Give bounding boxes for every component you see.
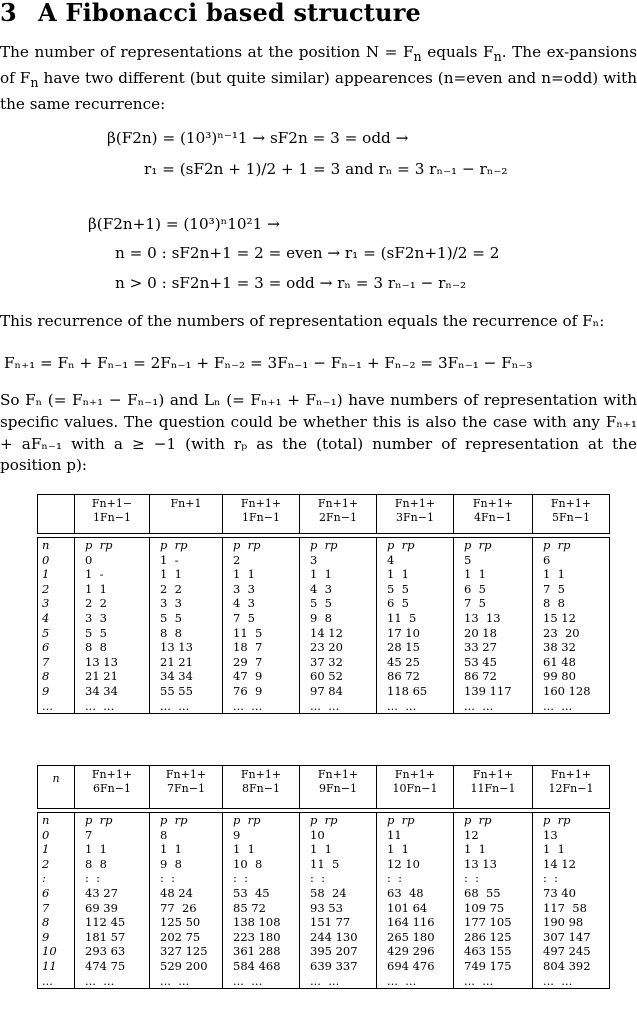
section-heading [0, 0, 421, 27]
table-cell: 151 77 [310, 915, 351, 930]
table-cell: 9 [42, 929, 50, 944]
table-cell: p rp [387, 538, 415, 552]
section-number: 3 [0, 0, 17, 27]
table-cell: 190 98 [543, 915, 584, 930]
table-cell: 244 130 [310, 929, 358, 944]
table-cell: 117 58 [543, 900, 587, 915]
table-cell: 109 75 [464, 900, 505, 915]
table-cell: 202 75 [160, 929, 201, 944]
table-cell: 2 [42, 856, 50, 871]
table-cell: 21 21 [85, 669, 118, 684]
table-cell: 48 24 [160, 885, 193, 900]
table-cell: p rp [233, 813, 261, 827]
table-cell: 86 72 [464, 669, 497, 684]
table-cell: 29 7 [233, 654, 263, 669]
table-1-column [300, 538, 377, 714]
table-cell: 1 1 [310, 842, 332, 857]
table-1-column [377, 538, 454, 714]
table-1-n-column [38, 538, 75, 714]
table-cell: 73 40 [543, 885, 576, 900]
table-cell: 7 5 [464, 596, 486, 611]
table-cell: 18 7 [233, 640, 263, 655]
table-cell: 463 155 [464, 944, 512, 959]
table-cell: 2 2 [85, 596, 107, 611]
table-1-column [533, 538, 610, 714]
table-2-column [223, 813, 300, 989]
table-cell: n [42, 813, 50, 827]
table-cell: 5 5 [387, 581, 409, 596]
table-cell: n [42, 538, 50, 552]
table-cell: p rp [464, 538, 492, 552]
table-cell: 395 207 [310, 944, 358, 959]
table-2-column [150, 813, 223, 989]
table-cell: 7 [42, 900, 50, 915]
table-1 [37, 494, 610, 714]
table-cell: 9 8 [160, 856, 182, 871]
table-cell: 15 12 [543, 610, 576, 625]
table-cell: ... ... [310, 973, 340, 988]
table-cell: 8 [42, 669, 50, 684]
table-cell: 10 [42, 944, 57, 959]
table-2-header: Fn+1+ 8Fn−1 [223, 766, 300, 809]
table-2-body [37, 812, 610, 989]
equation-2c: n > 0 : sF2n+1 = 3 = odd → rₙ = 3 rₙ₋₁ − rₙ₋₂ [115, 274, 467, 292]
equation-1a: β(F2n) = (10³)ⁿ⁻¹1 → sF2n = 3 = odd → [107, 129, 409, 147]
table-cell: 1 1 [233, 567, 255, 582]
table-cell: 6 5 [464, 581, 486, 596]
table-cell: : : [387, 871, 403, 886]
table-1-header: Fn+1+ 3Fn−1 [377, 495, 454, 534]
table-cell: ... [42, 973, 53, 988]
table-cell: p rp [85, 538, 113, 552]
table-cell: 7 5 [233, 610, 255, 625]
table-2-n-column [38, 813, 75, 989]
table-cell: 17 10 [387, 625, 420, 640]
equation-2b: n = 0 : sF2n+1 = 2 = even → r₁ = (sF2n+1)/2 = 2 [115, 244, 500, 262]
table-cell: : : [85, 871, 101, 886]
equation-1b: r₁ = (sF2n + 1)/2 + 1 = 3 and rₙ = 3 rₙ₋₁ − rₙ₋₂ [144, 160, 508, 178]
table-cell: p rp [464, 813, 492, 827]
table-cell: 7 5 [543, 581, 565, 596]
table-cell: p rp [160, 813, 188, 827]
table-cell: 5 [464, 552, 472, 567]
table-cell: 28 15 [387, 640, 420, 655]
table-2-header: Fn+1+ 10Fn−1 [377, 766, 454, 809]
table-cell: 584 468 [233, 958, 281, 973]
table-cell: 327 125 [160, 944, 208, 959]
table-cell: 223 180 [233, 929, 281, 944]
table-cell: 694 476 [387, 958, 435, 973]
table-cell: 34 34 [85, 683, 118, 698]
table-cell: 1 1 [85, 581, 107, 596]
table-cell: ... [42, 698, 53, 713]
table-cell: 361 288 [233, 944, 281, 959]
table-2 [37, 765, 610, 989]
table-cell: 3 3 [233, 581, 255, 596]
table-cell: 5 5 [85, 625, 107, 640]
table-cell: 38 32 [543, 640, 576, 655]
table-cell: 11 5 [233, 625, 263, 640]
table-cell: 13 13 [85, 654, 118, 669]
table-cell: 8 [160, 827, 168, 842]
table-cell: 5 5 [160, 610, 182, 625]
table-cell: 63 48 [387, 885, 424, 900]
table-cell: 1 1 [387, 842, 409, 857]
table-cell: 0 [42, 827, 50, 842]
table-2-column [533, 813, 610, 989]
paragraph-intro: The number of representations at the position $N = F_n$ equals $F_n$. The ex-pansions of $F_n$ have two different (but quite similar) appearences (n=even and n=odd) with the same recurrence: [0, 43, 637, 113]
table-cell: 8 8 [85, 856, 107, 871]
table-cell: p rp [543, 813, 571, 827]
table-cell: 13 13 [160, 640, 193, 655]
table-cell: 164 116 [387, 915, 435, 930]
table-cell: 93 53 [310, 900, 343, 915]
table-cell: 529 200 [160, 958, 208, 973]
table-cell: ... ... [160, 973, 190, 988]
table-cell: 138 108 [233, 915, 281, 930]
table-2-column [300, 813, 377, 989]
table-cell: 1 [42, 567, 50, 582]
table-cell: : : [160, 871, 176, 886]
table-cell: 429 296 [387, 944, 435, 959]
table-cell: 749 175 [464, 958, 512, 973]
table-cell: 11 [42, 958, 57, 973]
table-cell: ... ... [310, 698, 340, 713]
table-cell: 11 [387, 827, 402, 842]
table-2-header-row [38, 766, 610, 809]
table-cell: 804 392 [543, 958, 591, 973]
table-cell: 34 34 [160, 669, 193, 684]
table-1-header: Fn+1+ 5Fn−1 [533, 495, 610, 534]
table-cell: 1 1 [387, 567, 409, 582]
table-cell: 8 8 [543, 596, 565, 611]
table-cell: ... ... [233, 698, 263, 713]
table-cell: ... ... [387, 973, 417, 988]
table-cell: 5 5 [310, 596, 332, 611]
table-cell: 7 [85, 827, 93, 842]
table-cell: 13 13 [464, 856, 497, 871]
table-cell: 2 [233, 552, 241, 567]
table-cell: 12 10 [387, 856, 420, 871]
table-cell: ... ... [543, 973, 573, 988]
table-cell: 181 57 [85, 929, 126, 944]
table-cell: 99 80 [543, 669, 576, 684]
table-cell: 68 55 [464, 885, 501, 900]
table-cell: 53 45 [233, 885, 270, 900]
table-cell: 7 [42, 654, 50, 669]
table-cell: 101 64 [387, 900, 428, 915]
table-cell: 45 25 [387, 654, 420, 669]
table-1-header: Fn+1 [150, 495, 223, 534]
table-cell: 6 [42, 885, 50, 900]
table-cell: 21 21 [160, 654, 193, 669]
table-cell: 14 12 [310, 625, 343, 640]
table-2-header: Fn+1+ 6Fn−1 [75, 766, 150, 809]
equation-3: Fₙ₊₁ = Fₙ + Fₙ₋₁ = 2Fₙ₋₁ + Fₙ₋₂ = 3Fₙ₋₁ − Fₙ₋₁ + Fₙ₋₂ = 3Fₙ₋₁ − Fₙ₋₃ [4, 354, 533, 372]
table-cell: p rp [387, 813, 415, 827]
table-2-column [454, 813, 533, 989]
table-cell: 10 [310, 827, 325, 842]
table-cell: 3 [42, 596, 50, 611]
table-cell: 3 3 [160, 596, 182, 611]
table-cell: : : [464, 871, 480, 886]
table-cell: ... ... [543, 698, 573, 713]
table-cell: 1 1 [543, 567, 565, 582]
table-cell: 4 3 [233, 596, 255, 611]
table-cell: 13 13 [464, 610, 501, 625]
table-cell: 160 128 [543, 683, 591, 698]
table-1-header: Fn+1+ 2Fn−1 [300, 495, 377, 534]
table-cell: 11 5 [310, 856, 340, 871]
table-cell: p rp [233, 538, 261, 552]
table-cell: 13 [543, 827, 558, 842]
table-cell: 1 1 [233, 842, 255, 857]
table-2-column [75, 813, 150, 989]
table-cell: p rp [310, 813, 338, 827]
table-cell: 10 8 [233, 856, 263, 871]
table-cell: ... ... [464, 973, 494, 988]
table-cell: 0 [85, 552, 93, 567]
table-1-corner [38, 495, 75, 534]
table-cell: 4 3 [310, 581, 332, 596]
table-cell: 60 52 [310, 669, 343, 684]
table-cell: 8 [42, 915, 50, 930]
table-cell: 33 27 [464, 640, 497, 655]
table-cell: 2 2 [160, 581, 182, 596]
table-cell: 6 5 [387, 596, 409, 611]
table-cell: 1 [42, 842, 50, 857]
table-cell: 1 1 [160, 842, 182, 857]
table-1-column [75, 538, 150, 714]
table-cell: p rp [160, 538, 188, 552]
table-cell: p rp [85, 813, 113, 827]
table-cell: ... ... [85, 698, 115, 713]
table-cell: 112 45 [85, 915, 126, 930]
table-2-header: Fn+1+ 9Fn−1 [300, 766, 377, 809]
paragraph-recurrence: This recurrence of the numbers of representation equals the recurrence of Fₙ: [0, 312, 605, 330]
table-cell: 1 - [85, 567, 104, 582]
table-cell: 639 337 [310, 958, 358, 973]
table-cell: ... ... [160, 698, 190, 713]
table-cell: 6 [42, 640, 50, 655]
table-cell: 474 75 [85, 958, 126, 973]
table-1-header: Fn+1− 1Fn−1 [75, 495, 150, 534]
table-cell: 97 84 [310, 683, 343, 698]
section-title: A Fibonacci based structure [38, 0, 422, 27]
table-cell: p rp [543, 538, 571, 552]
table-cell: 1 1 [85, 842, 107, 857]
table-2-header: Fn+1+ 11Fn−1 [454, 766, 533, 809]
table-cell: 2 [42, 581, 50, 596]
table-cell: 4 [387, 552, 395, 567]
table-cell: 3 3 [85, 610, 107, 625]
paragraph-question: So Fₙ (= Fₙ₊₁ − Fₙ₋₁) and Lₙ (= Fₙ₊₁ + Fₙ₋₁) have numbers of representation with specific values. The question could be whether this is also the case with any Fₙ₊₁ + aFₙ₋₁ with a ≥ −1 (with rₚ as the (total) number of representation at the position p): [0, 391, 637, 475]
table-cell: 1 1 [464, 567, 486, 582]
table-1-body [37, 537, 610, 714]
table-1-column [223, 538, 300, 714]
equation-2a: β(F2n+1) = (10³)ⁿ10²1 → [88, 215, 280, 233]
table-cell: 69 39 [85, 900, 118, 915]
table-cell: 1 1 [310, 567, 332, 582]
table-1-column [150, 538, 223, 714]
table-cell: 37 32 [310, 654, 343, 669]
table-cell: 1 1 [543, 842, 565, 857]
table-cell: 3 [310, 552, 318, 567]
table-cell: 61 48 [543, 654, 576, 669]
table-cell: : : [310, 871, 326, 886]
table-1-header: Fn+1+ 4Fn−1 [454, 495, 533, 534]
table-cell: 23 20 [310, 640, 343, 655]
table-cell: 6 [543, 552, 551, 567]
table-2-header: Fn+1+ 7Fn−1 [150, 766, 223, 809]
table-cell: 20 18 [464, 625, 497, 640]
table-cell: 14 12 [543, 856, 576, 871]
table-cell: 286 125 [464, 929, 512, 944]
table-cell: 85 72 [233, 900, 266, 915]
table-cell: 307 147 [543, 929, 591, 944]
table-cell: : : [543, 871, 559, 886]
table-cell: 293 63 [85, 944, 126, 959]
table-cell: 139 117 [464, 683, 512, 698]
table-cell: 58 24 [310, 885, 347, 900]
table-cell: 55 55 [160, 683, 193, 698]
table-cell: 1 1 [464, 842, 486, 857]
table-1-column [454, 538, 533, 714]
table-cell: 1 1 [160, 567, 182, 582]
table-cell: 497 245 [543, 944, 591, 959]
table-cell: 118 65 [387, 683, 428, 698]
table-cell: 77 26 [160, 900, 197, 915]
table-cell: 9 [233, 827, 241, 842]
table-cell: 0 [42, 552, 50, 567]
table-cell: 76 9 [233, 683, 263, 698]
table-cell: 9 8 [310, 610, 332, 625]
table-cell: 1 - [160, 552, 179, 567]
table-cell: 23 20 [543, 625, 580, 640]
table-cell: 265 180 [387, 929, 435, 944]
table-cell: 86 72 [387, 669, 420, 684]
table-cell: 9 [42, 683, 50, 698]
table-cell: 5 [42, 625, 50, 640]
table-1-header-row [38, 495, 610, 534]
table-cell: 4 [42, 610, 50, 625]
table-cell: : [42, 871, 46, 886]
table-2-column [377, 813, 454, 989]
table-cell: ... ... [85, 973, 115, 988]
table-cell: 8 8 [160, 625, 182, 640]
table-cell: ... ... [464, 698, 494, 713]
table-2-corner: n [38, 766, 75, 809]
table-cell: 47 9 [233, 669, 263, 684]
table-cell: 177 105 [464, 915, 512, 930]
table-cell: 43 27 [85, 885, 118, 900]
table-cell: : : [233, 871, 249, 886]
table-cell: 125 50 [160, 915, 201, 930]
table-cell: ... ... [387, 698, 417, 713]
table-cell: 53 45 [464, 654, 497, 669]
table-1-header: Fn+1+ 1Fn−1 [223, 495, 300, 534]
table-cell: ... ... [233, 973, 263, 988]
table-cell: 12 [464, 827, 479, 842]
table-cell: p rp [310, 538, 338, 552]
table-cell: 8 8 [85, 640, 107, 655]
table-cell: 11 5 [387, 610, 417, 625]
table-2-header: Fn+1+ 12Fn−1 [533, 766, 610, 809]
